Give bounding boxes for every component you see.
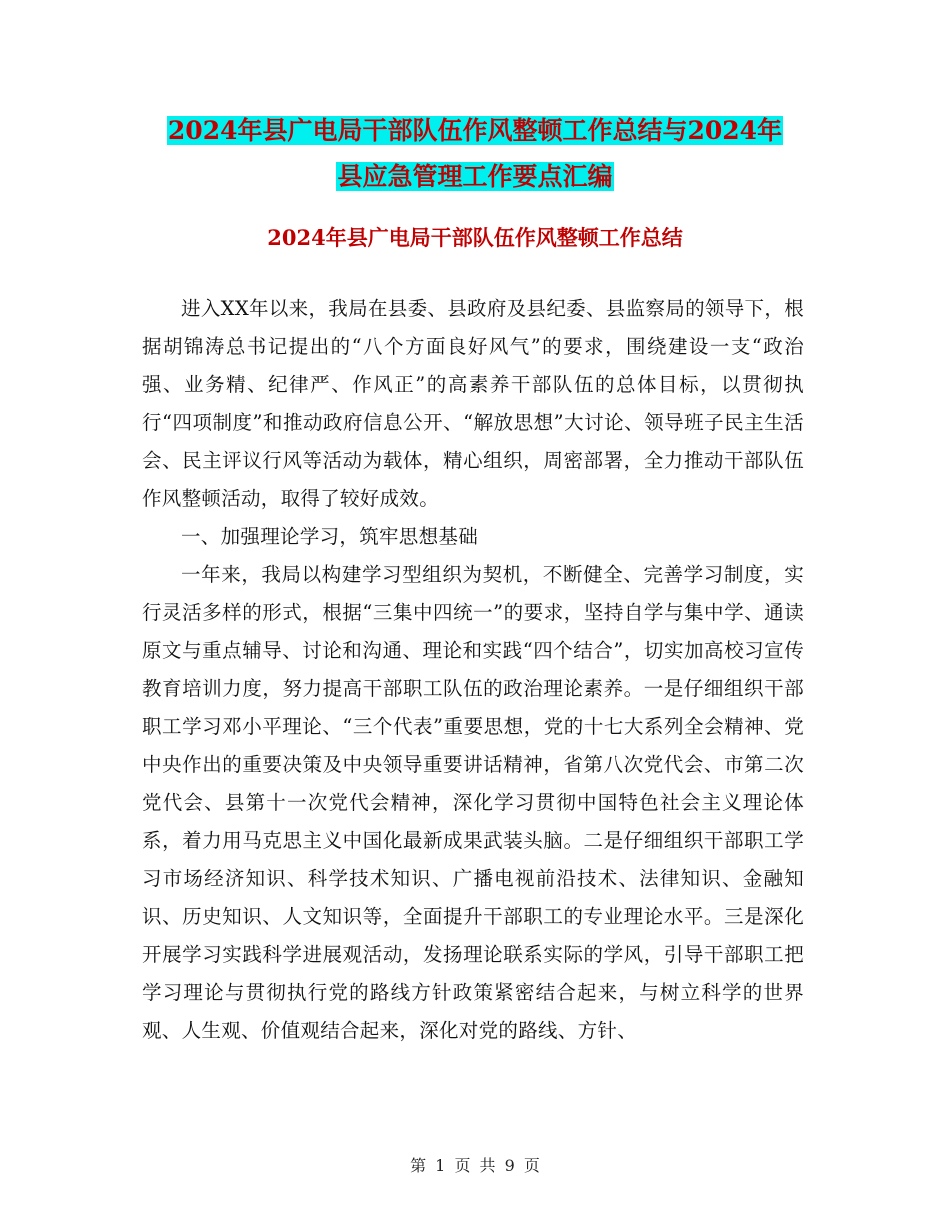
- title-line-1: 2024年县广电局干部队伍作风整顿工作总结与2024年: [167, 116, 783, 145]
- paragraph-intro: 进入XX年以来，我局在县委、县政府及县纪委、县监察局的领导下，根据胡锦涛总书记提出的“八个方面良好风气”的要求，围绕建设一支“政治强、业务精、纪律严、作风正”的高素养干部队伍的总体目标，以贯彻执行“四项制度”和推动政府信息公开、“解放思想”大讨论、领导班子民主生活会、民主评议行风等活动为载体，精心组织，周密部署，全力推动干部队伍作风整顿活动，取得了较好成效。: [142, 297, 804, 510]
- title-line-2: 县应急管理工作要点汇编: [337, 162, 613, 191]
- document-title: [0, 108, 950, 200]
- body-text: [142, 290, 804, 1050]
- page-number-footer: 第 1 页 共 9 页: [410, 1156, 540, 1175]
- section-title: 2024年县广电局干部队伍作风整顿工作总结: [267, 225, 683, 250]
- paragraph-heading-1: 一、加强理论学习，筑牢思想基础: [181, 525, 479, 548]
- paragraph-body-1: 一年来，我局以构建学习型组织为契机，不断健全、完善学习制度，实行灵活多样的形式，根据“三集中四统一”的要求，坚持自学与集中学、通读原文与重点辅导、讨论和沟通、理论和实践“四个结合”，切实加高校习宣传教育培训力度，努力提高干部职工队伍的政治理论素养。一是仔细组织干部职工学习邓小平理论、“三个代表”重要思想，党的十七大系列全会精神、党中央作出的重要决策及中央领导重要讲话精神，省第八次党代会、市第二次党代会、县第十一次党代会精神，深化学习贯彻中国特色社会主义理论体系，着力用马克思主义中国化最新成果武装头脑。二是仔细组织干部职工学习市场经济知识、科学技术知识、广播电视前沿技术、法律知识、金融知识、历史知识、人文知识等，全面提升干部职工的专业理论水平。三是深化开展学习实践科学进展观活动，发扬理论联系实际的学风，引导干部职工把学习理论与贯彻执行党的路线方针政策紧密结合起来，与树立科学的世界观、人生观、价值观结合起来，深化对党的路线、方针、: [142, 563, 804, 1042]
